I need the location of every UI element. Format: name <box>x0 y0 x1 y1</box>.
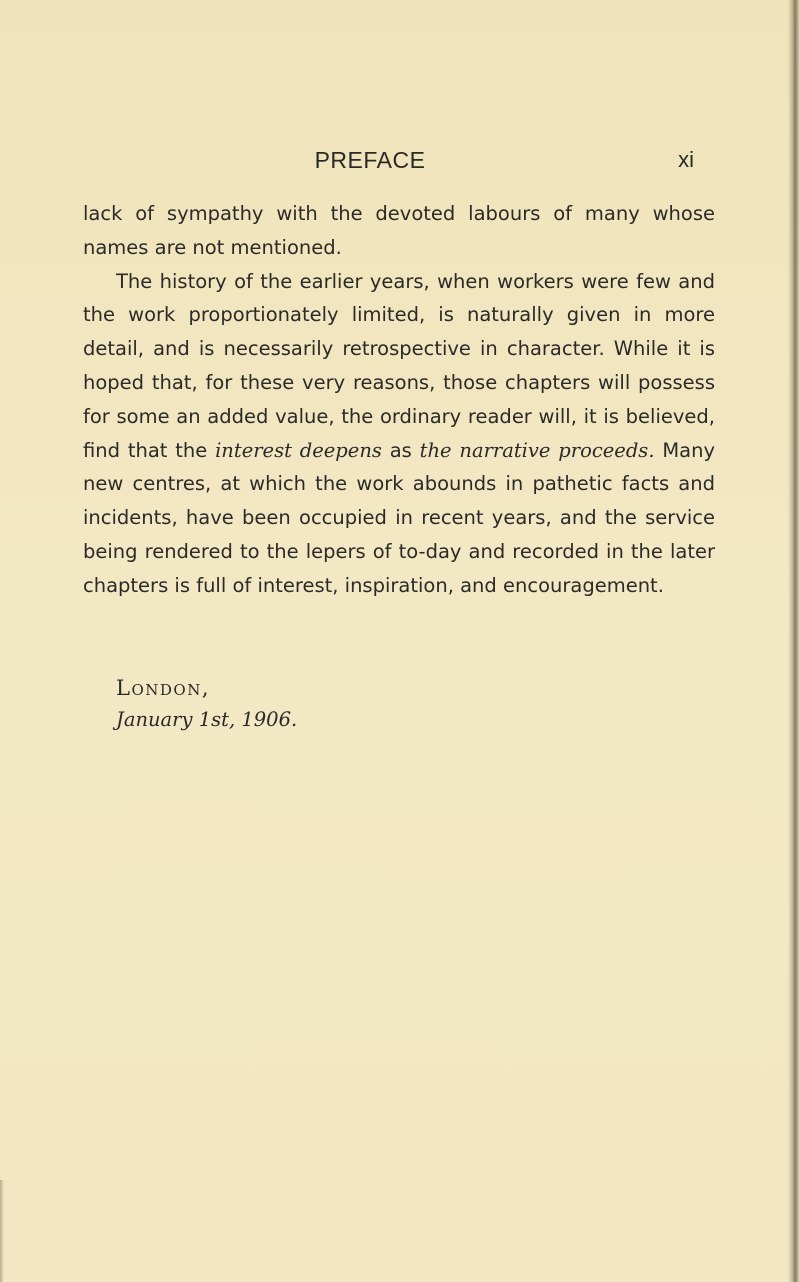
paragraph-history <box>83 265 715 603</box>
page-number: xi <box>678 147 694 172</box>
paragraph-text-part-1: The history of the earlier years, when workers were few and the work proportionately limited, is naturally given in more detail, and is necessarily retrospective in character. While it is hoped that, for these very reasons, those chapters will possess for some an added value, the ordinary reader will, it is believed, find that the <box>83 269 715 462</box>
running-head <box>80 147 720 177</box>
preface-body <box>83 197 715 603</box>
italic-phrase-interest-deepens: interest deepens <box>215 438 382 462</box>
italic-phrase-narrative-proceeds: the narrative proceeds. <box>419 438 655 462</box>
page-edge-left-shadow <box>0 1180 4 1282</box>
signature-place: London, <box>116 676 210 700</box>
page-edge-shadow <box>788 0 800 1282</box>
paragraph-continued: lack of sympathy with the devoted labours of many whose names are not mentioned. <box>83 202 715 259</box>
signature-date: January 1st, 1906. <box>116 708 298 731</box>
running-head-title: PREFACE <box>314 147 426 173</box>
paragraph-text-part-3: Many new centres, at which the work abounds in pathetic facts and incidents, have been occupied in recent years, and the service being rendered to the lepers of to-day and recorded in the later chapters is full of interest, inspiration, and encouragement. <box>83 438 715 597</box>
signature-block <box>116 672 416 736</box>
paragraph-text-part-2: as <box>381 438 420 462</box>
